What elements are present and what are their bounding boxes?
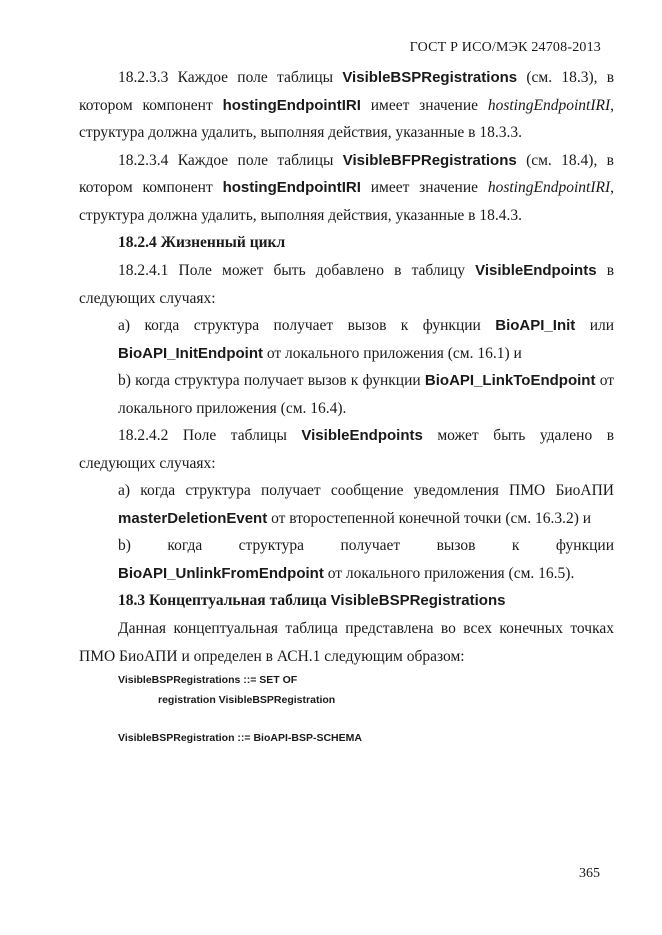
heading-keyword: VisibleBSPRegistrations bbox=[330, 592, 506, 609]
text-span: от локального приложения (см. 16.5). bbox=[327, 564, 575, 582]
heading-number: 18.2.4 bbox=[118, 234, 157, 251]
clause-number: 18.2.3.3 bbox=[118, 69, 169, 86]
document-header: ГОСТ Р ИСО/МЭК 24708-2013 bbox=[409, 40, 601, 55]
text-span: имеет значение bbox=[370, 179, 479, 196]
list-item-a-2 bbox=[79, 477, 614, 532]
keyword: BioAPI_Init bbox=[495, 317, 576, 334]
paragraph-18-2-4-1 bbox=[79, 257, 614, 312]
asn1-code-line-3: VisibleBSPRegistration ::= BioAPI-BSP-SCHEMA bbox=[118, 732, 362, 744]
text-span: a) когда структура получает вызов к функции bbox=[118, 317, 481, 334]
list-item-b-2 bbox=[79, 532, 614, 587]
text-span: (см. 18.4), в котором компонент bbox=[79, 151, 614, 196]
text-span: может быть удалено в следующих случаях: bbox=[79, 427, 615, 472]
text-span: Поле может быть добавлено в таблицу bbox=[178, 262, 465, 279]
text-span: от второстепенной конечной точки (см. 16.3.2) и bbox=[271, 509, 592, 527]
text-span: от локального приложения (см. 16.4). bbox=[118, 372, 615, 417]
text-span: в следующих случаях: bbox=[79, 262, 615, 307]
italic-term: hostingEndpointIRI bbox=[487, 96, 611, 114]
asn1-code-line-1: VisibleBSPRegistrations ::= SET OF bbox=[118, 674, 298, 686]
paragraph-18-2-3-4 bbox=[79, 147, 614, 230]
text-span: или bbox=[589, 317, 615, 334]
text-span: Каждое поле таблицы bbox=[177, 69, 334, 86]
text-span: , структура должна удалить, выполняя действия, указанные в 18.3.3. bbox=[79, 96, 614, 141]
text-span: b) когда структура получает вызов к функции bbox=[118, 537, 614, 554]
paragraph-18-2-3-3 bbox=[79, 64, 614, 147]
text-span: Поле таблицы bbox=[182, 427, 287, 444]
page-content bbox=[79, 64, 614, 748]
section-heading-18-2-4 bbox=[79, 229, 614, 257]
keyword: masterDeletionEvent bbox=[118, 509, 268, 527]
heading-number: 18.3 bbox=[118, 592, 146, 609]
keyword: VisibleBSPRegistrations bbox=[342, 69, 518, 86]
italic-term: hostingEndpointIRI bbox=[487, 179, 611, 196]
paragraph-table-intro: Данная концептуальная таблица представлена во всех конечных точках ПМО БиоАПИ и определен в АСН.1 следующим образом: bbox=[79, 620, 614, 665]
text-span: b) когда структура получает вызов к функции bbox=[118, 372, 421, 389]
text-span: a) когда структура получает сообщение уведомления ПМО БиоАПИ bbox=[118, 482, 614, 499]
text-span: имеет значение bbox=[370, 96, 479, 114]
code-spacer bbox=[79, 710, 614, 728]
heading-title: Концептуальная таблица bbox=[149, 592, 327, 609]
text-span: , структура должна удалить, выполняя действия, указанные в 18.4.3. bbox=[79, 179, 614, 224]
list-item-a-1 bbox=[79, 312, 614, 367]
keyword: hostingEndpointIRI bbox=[222, 179, 361, 196]
clause-number: 18.2.3.4 bbox=[118, 151, 169, 169]
asn1-code-line-2: registration VisibleBSPRegistration bbox=[158, 694, 336, 706]
clause-number: 18.2.4.2 bbox=[118, 427, 169, 444]
keyword: VisibleEndpoints bbox=[475, 262, 597, 279]
keyword: VisibleEndpoints bbox=[301, 427, 423, 444]
text-span: (см. 18.3), в котором компонент bbox=[79, 69, 615, 114]
text-span: от локального приложения (см. 16.1) и bbox=[266, 344, 522, 362]
keyword: BioAPI_UnlinkFromEndpoint bbox=[118, 564, 324, 582]
heading-title: Жизненный цикл bbox=[160, 234, 286, 251]
section-heading-18-3 bbox=[79, 587, 614, 615]
keyword: hostingEndpointIRI bbox=[222, 96, 361, 114]
page-number: 365 bbox=[579, 866, 600, 881]
keyword: BioAPI_InitEndpoint bbox=[118, 344, 263, 362]
clause-number: 18.2.4.1 bbox=[118, 262, 169, 279]
keyword: BioAPI_LinkToEndpoint bbox=[424, 372, 596, 389]
list-item-b-1 bbox=[79, 367, 614, 422]
paragraph-18-2-4-2 bbox=[79, 422, 614, 477]
keyword: VisibleBFPRegistrations bbox=[342, 151, 517, 169]
text-span: Каждое поле таблицы bbox=[177, 151, 334, 169]
